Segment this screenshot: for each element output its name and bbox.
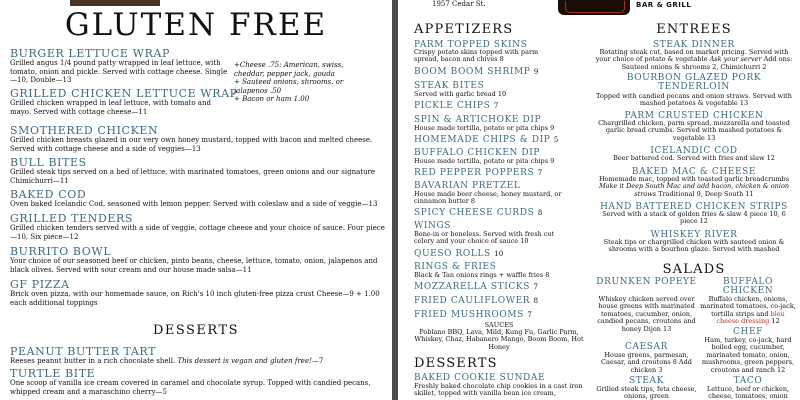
salads-title: SALADS: [662, 262, 726, 277]
entree-desc: Homemade mac, topped with toasted garlic breadcrumbs Make it Deep South Mac and add bacon, chicken & onion straws Traditional 9, Deep South 11: [598, 175, 790, 198]
entrees-title: ENTREES: [656, 22, 732, 37]
entree-desc: Steak tips or chargrilled chicken with sauteed onion & shrooms with a bourbon glaze. Served with mashed: [603, 238, 785, 254]
item-desc: Grilled steak tips served on a bed of lettuce, with marinated tomatoes, green onions and our signature Chimichurri—11: [10, 168, 376, 185]
entree-desc: Rotating steak cut, based on market pricing. Served with your choice of potato & vegetable Ask your server Add ons: Sauteed onions & shrooms 2, Chimichurri 2: [595, 48, 793, 71]
item-desc: Grilled chicken breasts glazed in our very own honey mustard, topped with bacon and melted cheese. Served with cottage cheese and a side of veggies—13: [10, 136, 373, 153]
appetizer-name: WINGS: [414, 221, 452, 231]
entree-name: STEAK DINNER: [653, 40, 735, 50]
item-desc: Your choice of our seasoned beef or chicken, pinto beans, cheese, lettuce, tomato, onion, jalapenos and black olives. Served with sour cream and our house made salsa—11: [10, 257, 378, 274]
item-desc: Brick oven pizza, with our homemade sauce, on Rich's 10 inch gluten-free pizza crust Cheese—9 + 1.00 each additional toppings: [10, 290, 380, 307]
entree-desc: Topped with candied pecans and onion straws. Served with mashed potatoes & vegetable 13: [596, 92, 792, 108]
salad-desc: Buffalo chicken, onions, marinated tomatoes, co-jack, tortilla strips and bleu cheese dressing 12: [700, 295, 796, 326]
appetizer-desc: Crispy potato skins topped with parm spread, bacon and chives 8: [414, 48, 539, 64]
appetizer-name: RED PEPPER POPPERS 7: [414, 168, 543, 178]
restaurant-logo: [558, 0, 630, 15]
sauces-title: SAUCES: [484, 321, 514, 329]
item-name: GF PIZZA: [10, 278, 70, 291]
item-desc: Grilled chicken tenders served with a side of veggie, cottage cheese and your choice of sauce. Four piece—10, Six piece—12: [10, 224, 385, 241]
salad-desc: Ham, turkey, co-jack, hard boiled egg, cucumber, marinated tomato, onion, mushrooms, green peppers, croutons and ranch 12: [701, 336, 795, 374]
salad-name: BUFFALO CHICKEN: [722, 277, 774, 296]
appetizer-name: PARM TOPPED SKINS: [414, 40, 528, 50]
appetizers-title: APPETIZERS: [414, 22, 514, 37]
dessert-name: TURTLE BITE: [10, 367, 96, 380]
item-name: GRILLED TENDERS: [10, 212, 134, 225]
appetizer-desc: House made beer cheese, honey mustard, or cinnamon butter 8: [414, 190, 562, 206]
appetizer-name: RINGS & FRIES: [414, 262, 497, 272]
dessert-name: BAKED COOKIE SUNDAE: [414, 373, 546, 383]
item-name: BURRITO BOWL: [10, 245, 112, 258]
salad-name: STEAK: [629, 376, 664, 386]
appetizer-desc: Black & Tan onions rings + waffle fries 8: [414, 271, 550, 279]
page-title: GLUTEN FREE: [64, 7, 328, 43]
entree-desc: Served with a stack of golden fries & slaw 4 piece 10, 6 piece 12: [602, 210, 786, 226]
item-desc: Grilled chicken wrapped in leaf lettuce, with tomato and mayo. Served with cottage cheese—11: [10, 99, 211, 116]
addon-meat: + Bacon or ham 1.00: [234, 95, 310, 104]
desserts-title: DESSERTS: [414, 356, 498, 371]
main-menu-page: [398, 0, 800, 400]
appetizer-desc: Bone-in or boneless. Served with fresh cut celery and your choice of sauce 10: [414, 230, 555, 246]
salad-desc: Lettuce, beef or chicken, cheese, tomatoes, onion: [706, 385, 790, 400]
item-name: BULL BITES: [10, 156, 87, 169]
logo-fragment: [70, 0, 160, 6]
appetizer-desc: House made tortilla, potato or pita chips 9: [414, 124, 555, 132]
dessert-desc: One scoop of vanilla ice cream covered in caramel and chocolate syrup. Topped with candied pecans, whipped cream and a maraschino cherry—5: [10, 379, 371, 396]
sauces-list: Poblano BBQ, Lava, Mild, Kung Fu, Garlic Parm, Whiskey, Chaz, Habanero Mango, Boom Boom, Hot Honey: [414, 328, 584, 351]
entree-name: WHISKEY RIVER: [650, 230, 738, 240]
item-desc: Oven baked Icelandic Cod, seasoned with lemon pepper. Served with coleslaw and a side of veggie—13: [10, 200, 378, 208]
dessert-desc: Reeses peanut butter in a rich chocolate shell. This dessert is vegan and gluten free!—7: [10, 357, 324, 365]
appetizer-name: BAVARIAN PRETZEL: [414, 181, 521, 191]
salad-desc: Grilled steak tips, feta cheese, onions, green: [596, 385, 697, 400]
appetizer-desc: House made tortilla, potato or pita chips 9: [414, 157, 555, 165]
addon-veggies: + Sauteed onions, shrooms, or jalapenos .50: [234, 78, 344, 95]
entree-name: BOURBON GLAZED PORK TENDERLOIN: [626, 73, 762, 92]
salad-name: DRUNKEN POPEYE: [596, 277, 697, 287]
salad-name: CAESAR: [625, 342, 668, 352]
entree-name: PARM CRUSTED CHICKEN: [624, 111, 764, 121]
entree-desc: Beer battered cod. Served with fries and slaw 12: [613, 154, 775, 162]
appetizer-name: SPIN & ARTICHOKE DIP: [414, 115, 542, 125]
item-desc: Grilled angus 1/4 pound patty wrapped in leaf lettuce, with tomato, onion and pickle. Served with cottage cheese. Single—10, Double—13: [10, 59, 228, 85]
appetizer-name: STEAK BITES: [414, 81, 485, 91]
item-name: GRILLED CHICKEN LETTUCE WRAP: [10, 87, 238, 100]
dessert-desc: Freshly baked chocolate chip cookies in a cast iron skillet, topped with vanilla bean ice cream,: [414, 382, 583, 398]
gluten-free-page: [0, 0, 392, 400]
appetizer-name: HOMEMADE CHIPS & DIP 5: [414, 135, 559, 145]
dessert-name: PEANUT BUTTER TART: [10, 345, 157, 358]
appetizer-name: QUESO ROLLS 10: [414, 249, 504, 259]
entree-desc: Chargrilled chicken, parm spread, mozzarella and toasted garlic bread crumbs. Served with mashed potatoes & vegetable 13: [598, 119, 790, 142]
address: 1957 Cedar St.: [432, 0, 486, 8]
salad-name: TACO: [733, 376, 763, 386]
appetizer-name: BUFFALO CHICKEN DIP: [414, 148, 541, 158]
item-name: SMOTHERED CHICKEN: [10, 124, 159, 137]
item-name: BAKED COD: [10, 188, 87, 201]
entree-name: HAND BATTERED CHICKEN STRIPS: [600, 202, 788, 212]
appetizer-name: BOOM BOOM SHRIMP 9: [414, 67, 539, 77]
salad-desc: House greens, parmesan, Caesar, and croutons 8 Add chicken 3: [601, 351, 692, 374]
entree-name: BAKED MAC & CHEESE: [631, 167, 757, 177]
appetizer-name: MOZZARELLA STICKS 7: [414, 282, 538, 292]
appetizer-name: SPICY CHEESE CURDS 8: [414, 208, 543, 218]
salad-name: CHEF: [733, 327, 763, 337]
entree-name: ICELANDIC COD: [650, 146, 738, 156]
appetizer-name: PICKLE CHIPS 7: [414, 101, 499, 111]
appetizer-desc: Served with garlic bread 10: [414, 90, 507, 98]
salad-desc: Whiskey chicken served over house greens with marinated tomatoes, cucumber, onion, candied pecans, croutons and honey Dijon 13: [597, 295, 696, 333]
addon-cheese: +Cheese .75: American, swiss, cheddar, pepper jack, gouda: [234, 61, 344, 78]
logo-text: BAR & GRILL: [636, 1, 692, 9]
appetizer-name: FRIED MUSHROOMS 7: [414, 310, 532, 320]
appetizer-name: FRIED CAULIFLOWER 8: [414, 296, 539, 306]
item-name: BURGER LETTUCE WRAP: [10, 47, 170, 60]
desserts-title: DESSERTS: [152, 323, 240, 338]
